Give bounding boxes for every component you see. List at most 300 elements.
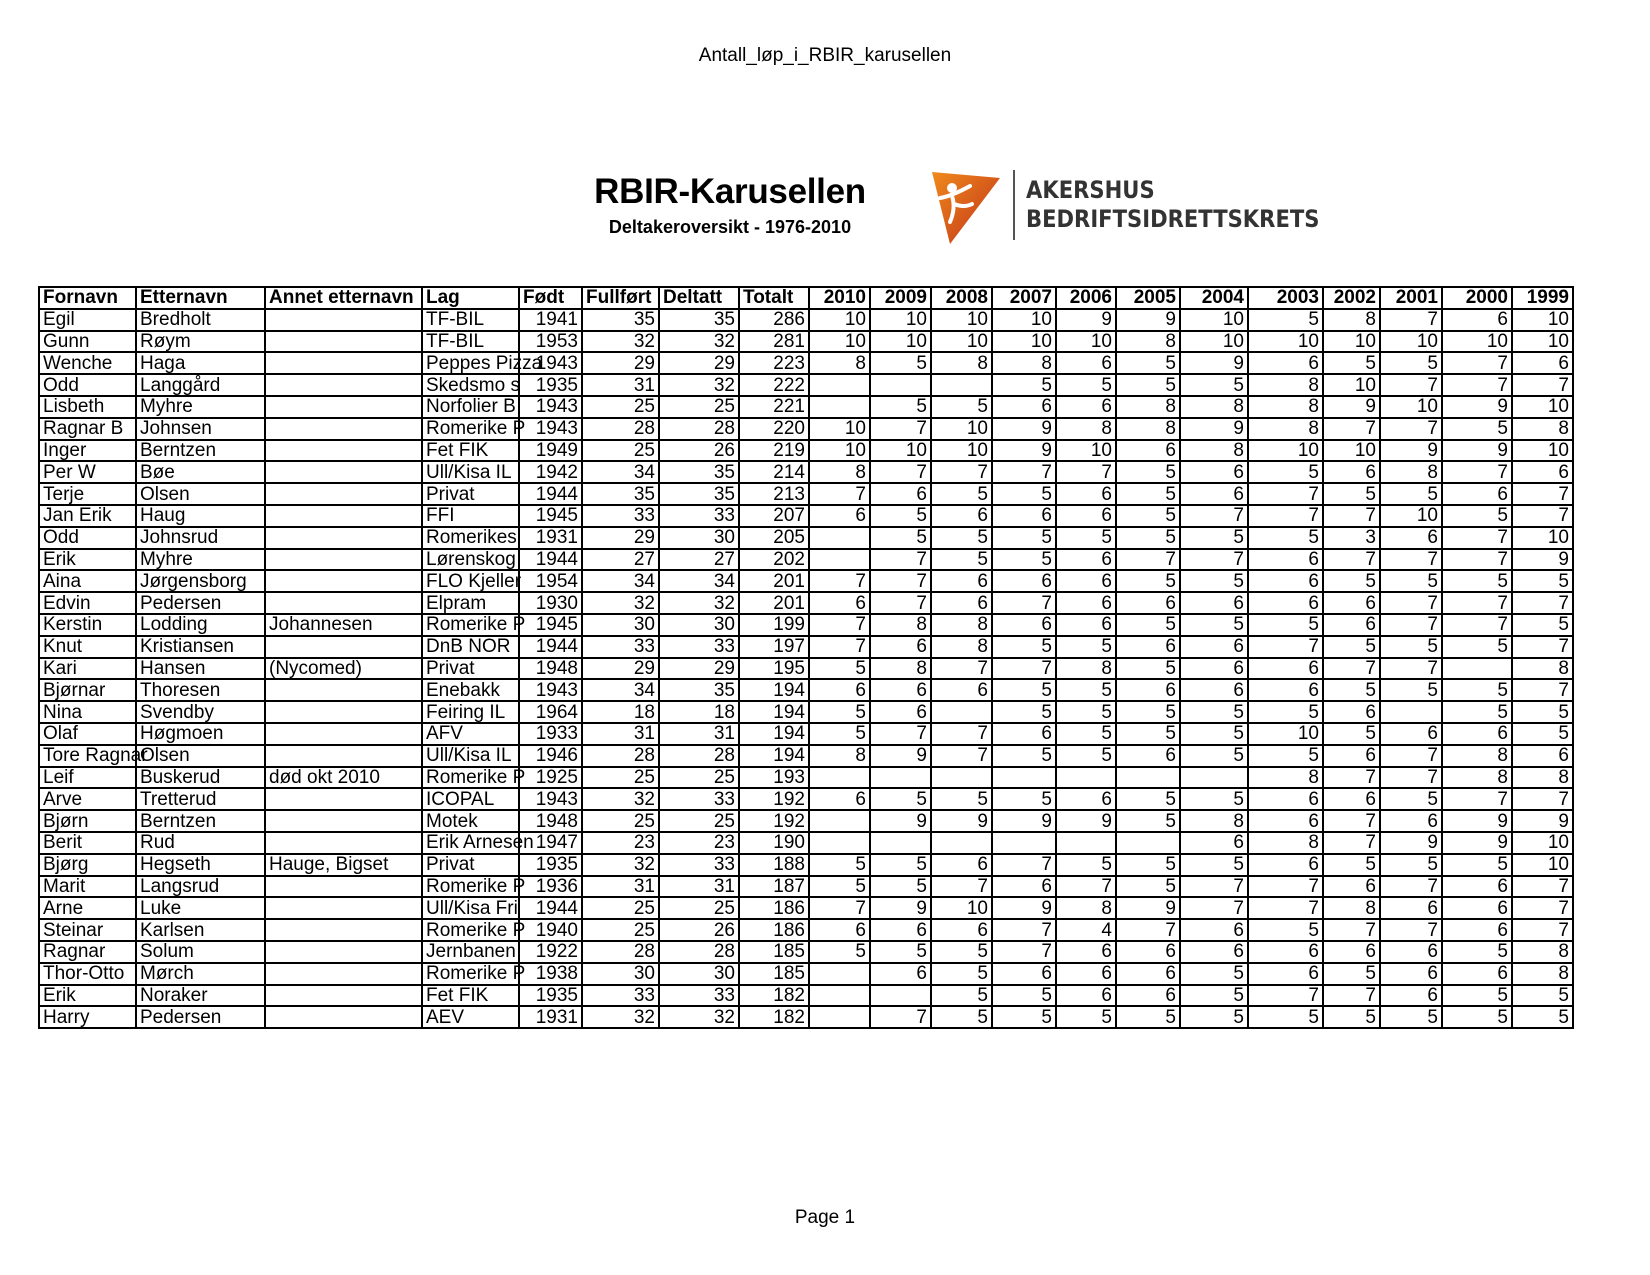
table-cell	[265, 418, 422, 440]
table-cell: Knut	[39, 636, 136, 658]
table-cell: 10	[1512, 331, 1573, 353]
table-cell: Kari	[39, 658, 136, 680]
participants-table	[38, 286, 1574, 1029]
table-cell: Enebakk	[422, 679, 519, 701]
table-cell: 7	[1442, 374, 1512, 396]
table-cell: 5	[1180, 570, 1248, 592]
table-cell: Berit	[39, 832, 136, 854]
table-cell: Tore Ragnar	[39, 745, 136, 767]
table-row	[39, 549, 1573, 571]
table-cell: 5	[1180, 374, 1248, 396]
table-cell: Feiring IL	[422, 701, 519, 723]
table-cell: 286	[739, 309, 809, 331]
table-cell: 1948	[519, 658, 582, 680]
table-cell: 1953	[519, 331, 582, 353]
table-cell: Thoresen	[136, 679, 265, 701]
table-cell: 34	[582, 679, 659, 701]
table-cell: 1930	[519, 592, 582, 614]
table-cell: 8	[1512, 941, 1573, 963]
table-cell: Romerike P	[422, 767, 519, 789]
table-cell: 6	[1056, 549, 1116, 571]
table-cell: 10	[1056, 440, 1116, 462]
table-cell: 29	[659, 352, 739, 374]
table-cell: 7	[1512, 919, 1573, 941]
table-cell: 5	[1442, 701, 1512, 723]
table-cell: 5	[1442, 1006, 1512, 1028]
table-cell: 18	[582, 701, 659, 723]
table-cell: 8	[992, 352, 1056, 374]
table-cell: Solum	[136, 941, 265, 963]
table-cell: Karlsen	[136, 919, 265, 941]
table-cell: 31	[582, 374, 659, 396]
table-cell	[265, 1006, 422, 1028]
table-cell: 5	[1116, 1006, 1180, 1028]
table-cell: 30	[582, 614, 659, 636]
table-cell: Romerike P	[422, 963, 519, 985]
table-cell: 5	[1248, 614, 1323, 636]
table-cell: (Nycomed)	[265, 658, 422, 680]
table-cell	[870, 767, 931, 789]
table-cell: 7	[1323, 418, 1380, 440]
table-cell	[809, 810, 870, 832]
table-cell: 30	[659, 963, 739, 985]
table-cell	[992, 832, 1056, 854]
table-cell: 7	[1512, 505, 1573, 527]
table-cell: 5	[1180, 985, 1248, 1007]
table-cell: 5	[1323, 963, 1380, 985]
table-cell: 28	[582, 941, 659, 963]
table-cell: 6	[1323, 788, 1380, 810]
table-cell: 10	[1380, 396, 1442, 418]
table-cell: 6	[1380, 723, 1442, 745]
table-cell: 193	[739, 767, 809, 789]
table-cell: 29	[659, 658, 739, 680]
table-cell: 202	[739, 549, 809, 571]
table-cell: 6	[1442, 876, 1512, 898]
table-cell	[809, 527, 870, 549]
table-cell: 6	[1323, 745, 1380, 767]
table-cell: Romerike P	[422, 614, 519, 636]
table-cell: 7	[1323, 985, 1380, 1007]
table-cell: 6	[1248, 592, 1323, 614]
table-cell: 5	[809, 701, 870, 723]
table-cell: 9	[992, 897, 1056, 919]
table-cell: 34	[582, 570, 659, 592]
table-cell: 10	[1180, 309, 1248, 331]
table-cell: Jørgensborg	[136, 570, 265, 592]
table-cell: 1943	[519, 679, 582, 701]
table-cell: 5	[1442, 854, 1512, 876]
table-cell: 28	[659, 418, 739, 440]
table-cell: 1935	[519, 854, 582, 876]
column-header: 2005	[1116, 287, 1180, 309]
table-header-row	[39, 287, 1573, 309]
table-cell: 192	[739, 810, 809, 832]
document-subtitle: Deltakeroversikt - 1976-2010	[608, 217, 852, 237]
table-cell: 197	[739, 636, 809, 658]
table-cell: Myhre	[136, 549, 265, 571]
table-cell: Haga	[136, 352, 265, 374]
table-cell: 7	[1380, 876, 1442, 898]
table-cell: 7	[1056, 461, 1116, 483]
table-cell: Bøe	[136, 461, 265, 483]
table-cell: 1944	[519, 897, 582, 919]
table-cell: Romerike P	[422, 919, 519, 941]
table-cell: 5	[1116, 570, 1180, 592]
table-cell: 7	[1512, 876, 1573, 898]
table-cell: 1922	[519, 941, 582, 963]
table-cell: 6	[1323, 592, 1380, 614]
table-cell	[265, 570, 422, 592]
table-cell: 1946	[519, 745, 582, 767]
table-cell: 8	[1056, 658, 1116, 680]
table-cell: Ragnar B	[39, 418, 136, 440]
table-cell: 9	[1512, 810, 1573, 832]
table-cell: 10	[1442, 331, 1512, 353]
document-header: Antall_løp_i_RBIR_karusellen	[698, 45, 952, 66]
table-cell: 5	[931, 941, 992, 963]
table-cell: 10	[1056, 331, 1116, 353]
table-cell: 1943	[519, 396, 582, 418]
table-cell: 10	[1323, 331, 1380, 353]
table-cell: 1943	[519, 418, 582, 440]
table-row	[39, 309, 1573, 331]
table-row	[39, 636, 1573, 658]
column-header: 2000	[1442, 287, 1512, 309]
table-cell: 32	[659, 331, 739, 353]
table-cell: Johnsen	[136, 418, 265, 440]
table-cell: 5	[1116, 658, 1180, 680]
table-cell	[931, 701, 992, 723]
table-cell: 10	[1380, 505, 1442, 527]
table-cell: 23	[659, 832, 739, 854]
table-cell: 5	[1442, 505, 1512, 527]
table-cell: 10	[931, 418, 992, 440]
table-cell: 33	[582, 505, 659, 527]
table-cell: 7	[809, 483, 870, 505]
table-cell: 6	[931, 592, 992, 614]
table-cell	[265, 549, 422, 571]
table-cell: 7	[931, 461, 992, 483]
table-cell: 32	[582, 1006, 659, 1028]
table-cell: 6	[1442, 963, 1512, 985]
table-cell: 6	[1116, 941, 1180, 963]
table-cell: 5	[931, 527, 992, 549]
table-cell: 5	[809, 854, 870, 876]
table-cell	[265, 309, 422, 331]
table-cell: 28	[582, 418, 659, 440]
table-cell: 6	[1180, 636, 1248, 658]
table-row	[39, 352, 1573, 374]
column-header: Annet etternavn	[265, 287, 422, 309]
table-cell: 6	[870, 701, 931, 723]
table-cell: Hegseth	[136, 854, 265, 876]
table-cell: 25	[582, 396, 659, 418]
table-cell: 32	[659, 374, 739, 396]
table-cell: 32	[659, 592, 739, 614]
table-cell: 7	[931, 723, 992, 745]
table-cell: 5	[870, 352, 931, 374]
table-cell: 187	[739, 876, 809, 898]
table-cell: Thor-Otto	[39, 963, 136, 985]
table-cell	[1116, 767, 1180, 789]
table-cell: 5	[992, 527, 1056, 549]
table-cell: 5	[1442, 636, 1512, 658]
table-cell: 8	[1323, 309, 1380, 331]
table-cell: 7	[1380, 745, 1442, 767]
table-cell: 201	[739, 570, 809, 592]
table-cell	[1380, 701, 1442, 723]
table-cell: FLO Kjeller	[422, 570, 519, 592]
table-cell: 8	[870, 658, 931, 680]
table-cell	[265, 483, 422, 505]
table-cell	[265, 941, 422, 963]
table-cell: 5	[1248, 1006, 1323, 1028]
table-cell: Elpram	[422, 592, 519, 614]
column-header: Deltatt	[659, 287, 739, 309]
table-cell: Lisbeth	[39, 396, 136, 418]
table-cell: 5	[992, 549, 1056, 571]
table-cell: Jernbanen	[422, 941, 519, 963]
table-cell: 5	[1380, 854, 1442, 876]
table-row	[39, 788, 1573, 810]
table-cell: Røym	[136, 331, 265, 353]
table-cell: Ragnar	[39, 941, 136, 963]
table-cell: 9	[931, 810, 992, 832]
table-cell: 10	[1180, 331, 1248, 353]
table-cell: 5	[1248, 309, 1323, 331]
table-cell: 194	[739, 745, 809, 767]
table-cell: Haug	[136, 505, 265, 527]
table-cell: 7	[1380, 767, 1442, 789]
table-cell: 1943	[519, 352, 582, 374]
table-cell: 6	[992, 396, 1056, 418]
table-cell: 5	[1512, 701, 1573, 723]
table-cell	[265, 440, 422, 462]
table-cell: 5	[931, 396, 992, 418]
table-cell: 7	[1116, 549, 1180, 571]
logo-divider	[1013, 170, 1015, 240]
column-header: Fullført	[582, 287, 659, 309]
table-cell: 185	[739, 963, 809, 985]
table-cell: Bjørnar	[39, 679, 136, 701]
table-cell: 5	[1323, 570, 1380, 592]
table-cell: 10	[1323, 374, 1380, 396]
table-cell: 5	[1512, 570, 1573, 592]
logo-text-line1: AKERSHUS	[1026, 176, 1155, 204]
table-cell: 8	[1442, 745, 1512, 767]
table-cell: 7	[1380, 374, 1442, 396]
table-cell: 5	[1380, 788, 1442, 810]
table-row	[39, 592, 1573, 614]
table-cell: Odd	[39, 527, 136, 549]
table-cell: 9	[1056, 309, 1116, 331]
table-cell	[931, 767, 992, 789]
table-cell: 5	[1323, 352, 1380, 374]
table-cell: Ull/Kisa IL	[422, 461, 519, 483]
table-cell: 6	[1116, 679, 1180, 701]
table-cell: 31	[582, 723, 659, 745]
table-cell: 7	[1323, 810, 1380, 832]
table-cell: 5	[1056, 701, 1116, 723]
table-cell: 5	[1056, 745, 1116, 767]
table-cell	[265, 919, 422, 941]
table-cell: Høgmoen	[136, 723, 265, 745]
table-cell: 33	[659, 854, 739, 876]
table-cell: 8	[1248, 374, 1323, 396]
table-cell	[870, 832, 931, 854]
table-cell: 5	[931, 963, 992, 985]
column-header: Fornavn	[39, 287, 136, 309]
table-cell: 7	[1512, 897, 1573, 919]
table-cell: 5	[1056, 723, 1116, 745]
table-cell: 6	[1056, 592, 1116, 614]
table-cell: 6	[1512, 352, 1573, 374]
table-cell: 6	[1248, 352, 1323, 374]
table-cell: 25	[659, 810, 739, 832]
table-cell: 5	[1442, 570, 1512, 592]
table-cell: Romerike P	[422, 876, 519, 898]
table-cell: 10	[1512, 309, 1573, 331]
table-row	[39, 658, 1573, 680]
table-cell: 6	[931, 854, 992, 876]
table-cell: 35	[582, 483, 659, 505]
table-cell	[1056, 767, 1116, 789]
table-cell: 10	[809, 331, 870, 353]
table-cell: Norfolier B	[422, 396, 519, 418]
table-cell: 6	[1323, 876, 1380, 898]
table-cell: 5	[1056, 374, 1116, 396]
table-cell	[265, 723, 422, 745]
table-cell: Buskerud	[136, 767, 265, 789]
table-cell: 8	[1442, 767, 1512, 789]
table-cell: 6	[1116, 636, 1180, 658]
table-cell: 6	[1056, 614, 1116, 636]
table-cell: FFI	[422, 505, 519, 527]
table-cell: 6	[809, 592, 870, 614]
table-cell: 1945	[519, 614, 582, 636]
table-cell	[1180, 767, 1248, 789]
table-cell: 5	[1442, 941, 1512, 963]
table-cell: 1947	[519, 832, 582, 854]
table-cell	[265, 963, 422, 985]
table-cell: 8	[931, 352, 992, 374]
table-cell: Erik Arnesen	[422, 832, 519, 854]
table-cell: 6	[1056, 352, 1116, 374]
table-cell: 10	[870, 440, 931, 462]
table-cell: 5	[1180, 963, 1248, 985]
table-cell: 5	[1180, 723, 1248, 745]
table-row	[39, 985, 1573, 1007]
table-cell: 6	[992, 876, 1056, 898]
column-header: 2007	[992, 287, 1056, 309]
table-cell: 6	[809, 788, 870, 810]
table-cell: Romerike P	[422, 418, 519, 440]
table-cell: 5	[1248, 745, 1323, 767]
table-row	[39, 941, 1573, 963]
table-cell: 6	[1380, 985, 1442, 1007]
table-cell	[931, 374, 992, 396]
table-cell: Pedersen	[136, 592, 265, 614]
table-cell: Jan Erik	[39, 505, 136, 527]
table-cell: Johnsrud	[136, 527, 265, 549]
table-cell: 5	[992, 745, 1056, 767]
table-cell	[870, 985, 931, 1007]
table-cell: Erik	[39, 549, 136, 571]
table-cell	[931, 832, 992, 854]
table-row	[39, 1006, 1573, 1028]
table-cell: DnB NOR	[422, 636, 519, 658]
table-cell: 7	[992, 592, 1056, 614]
table-cell: 32	[582, 854, 659, 876]
table-cell: 10	[1512, 832, 1573, 854]
table-cell: TF-BIL	[422, 309, 519, 331]
table-cell: 6	[1442, 309, 1512, 331]
table-cell: 7	[992, 658, 1056, 680]
table-cell: Mørch	[136, 963, 265, 985]
table-cell: 6	[1056, 985, 1116, 1007]
table-cell: 5	[992, 483, 1056, 505]
table-cell	[1056, 832, 1116, 854]
table-cell: 5	[1512, 723, 1573, 745]
table-cell: 5	[992, 636, 1056, 658]
table-cell: 8	[1180, 440, 1248, 462]
table-cell	[265, 592, 422, 614]
column-header: 2002	[1323, 287, 1380, 309]
table-cell: 7	[992, 919, 1056, 941]
table-cell: 6	[1323, 461, 1380, 483]
table-cell: Kerstin	[39, 614, 136, 636]
column-header: Født	[519, 287, 582, 309]
table-cell: 8	[1512, 658, 1573, 680]
table-cell: 6	[1248, 854, 1323, 876]
table-cell: 7	[1380, 418, 1442, 440]
table-cell: 28	[659, 941, 739, 963]
table-cell: 33	[659, 505, 739, 527]
table-cell: 34	[659, 570, 739, 592]
table-cell: 35	[659, 461, 739, 483]
table-cell: 5	[1116, 352, 1180, 374]
table-cell: 5	[1116, 461, 1180, 483]
table-cell: 7	[1380, 549, 1442, 571]
table-row	[39, 745, 1573, 767]
table-cell: 6	[1323, 614, 1380, 636]
table-cell: 1936	[519, 876, 582, 898]
table-cell: 192	[739, 788, 809, 810]
table-cell: 6	[1442, 919, 1512, 941]
table-cell: 7	[1512, 374, 1573, 396]
table-cell: 7	[1323, 767, 1380, 789]
table-cell: 7	[1180, 549, 1248, 571]
table-cell: 9	[1116, 897, 1180, 919]
table-cell: 7	[809, 636, 870, 658]
table-cell: 220	[739, 418, 809, 440]
table-cell: 5	[992, 679, 1056, 701]
table-cell: 5	[1116, 483, 1180, 505]
table-cell: 35	[659, 679, 739, 701]
table-cell: 9	[1180, 352, 1248, 374]
table-cell: 5	[1056, 679, 1116, 701]
table-cell: 5	[1116, 854, 1180, 876]
table-cell: Bjørn	[39, 810, 136, 832]
table-cell	[809, 832, 870, 854]
table-cell: 6	[1248, 549, 1323, 571]
table-cell: 31	[582, 876, 659, 898]
table-cell: 10	[1248, 440, 1323, 462]
table-cell: 7	[1512, 483, 1573, 505]
table-cell: 10	[931, 440, 992, 462]
table-cell: Hauge, Bigset	[265, 854, 422, 876]
